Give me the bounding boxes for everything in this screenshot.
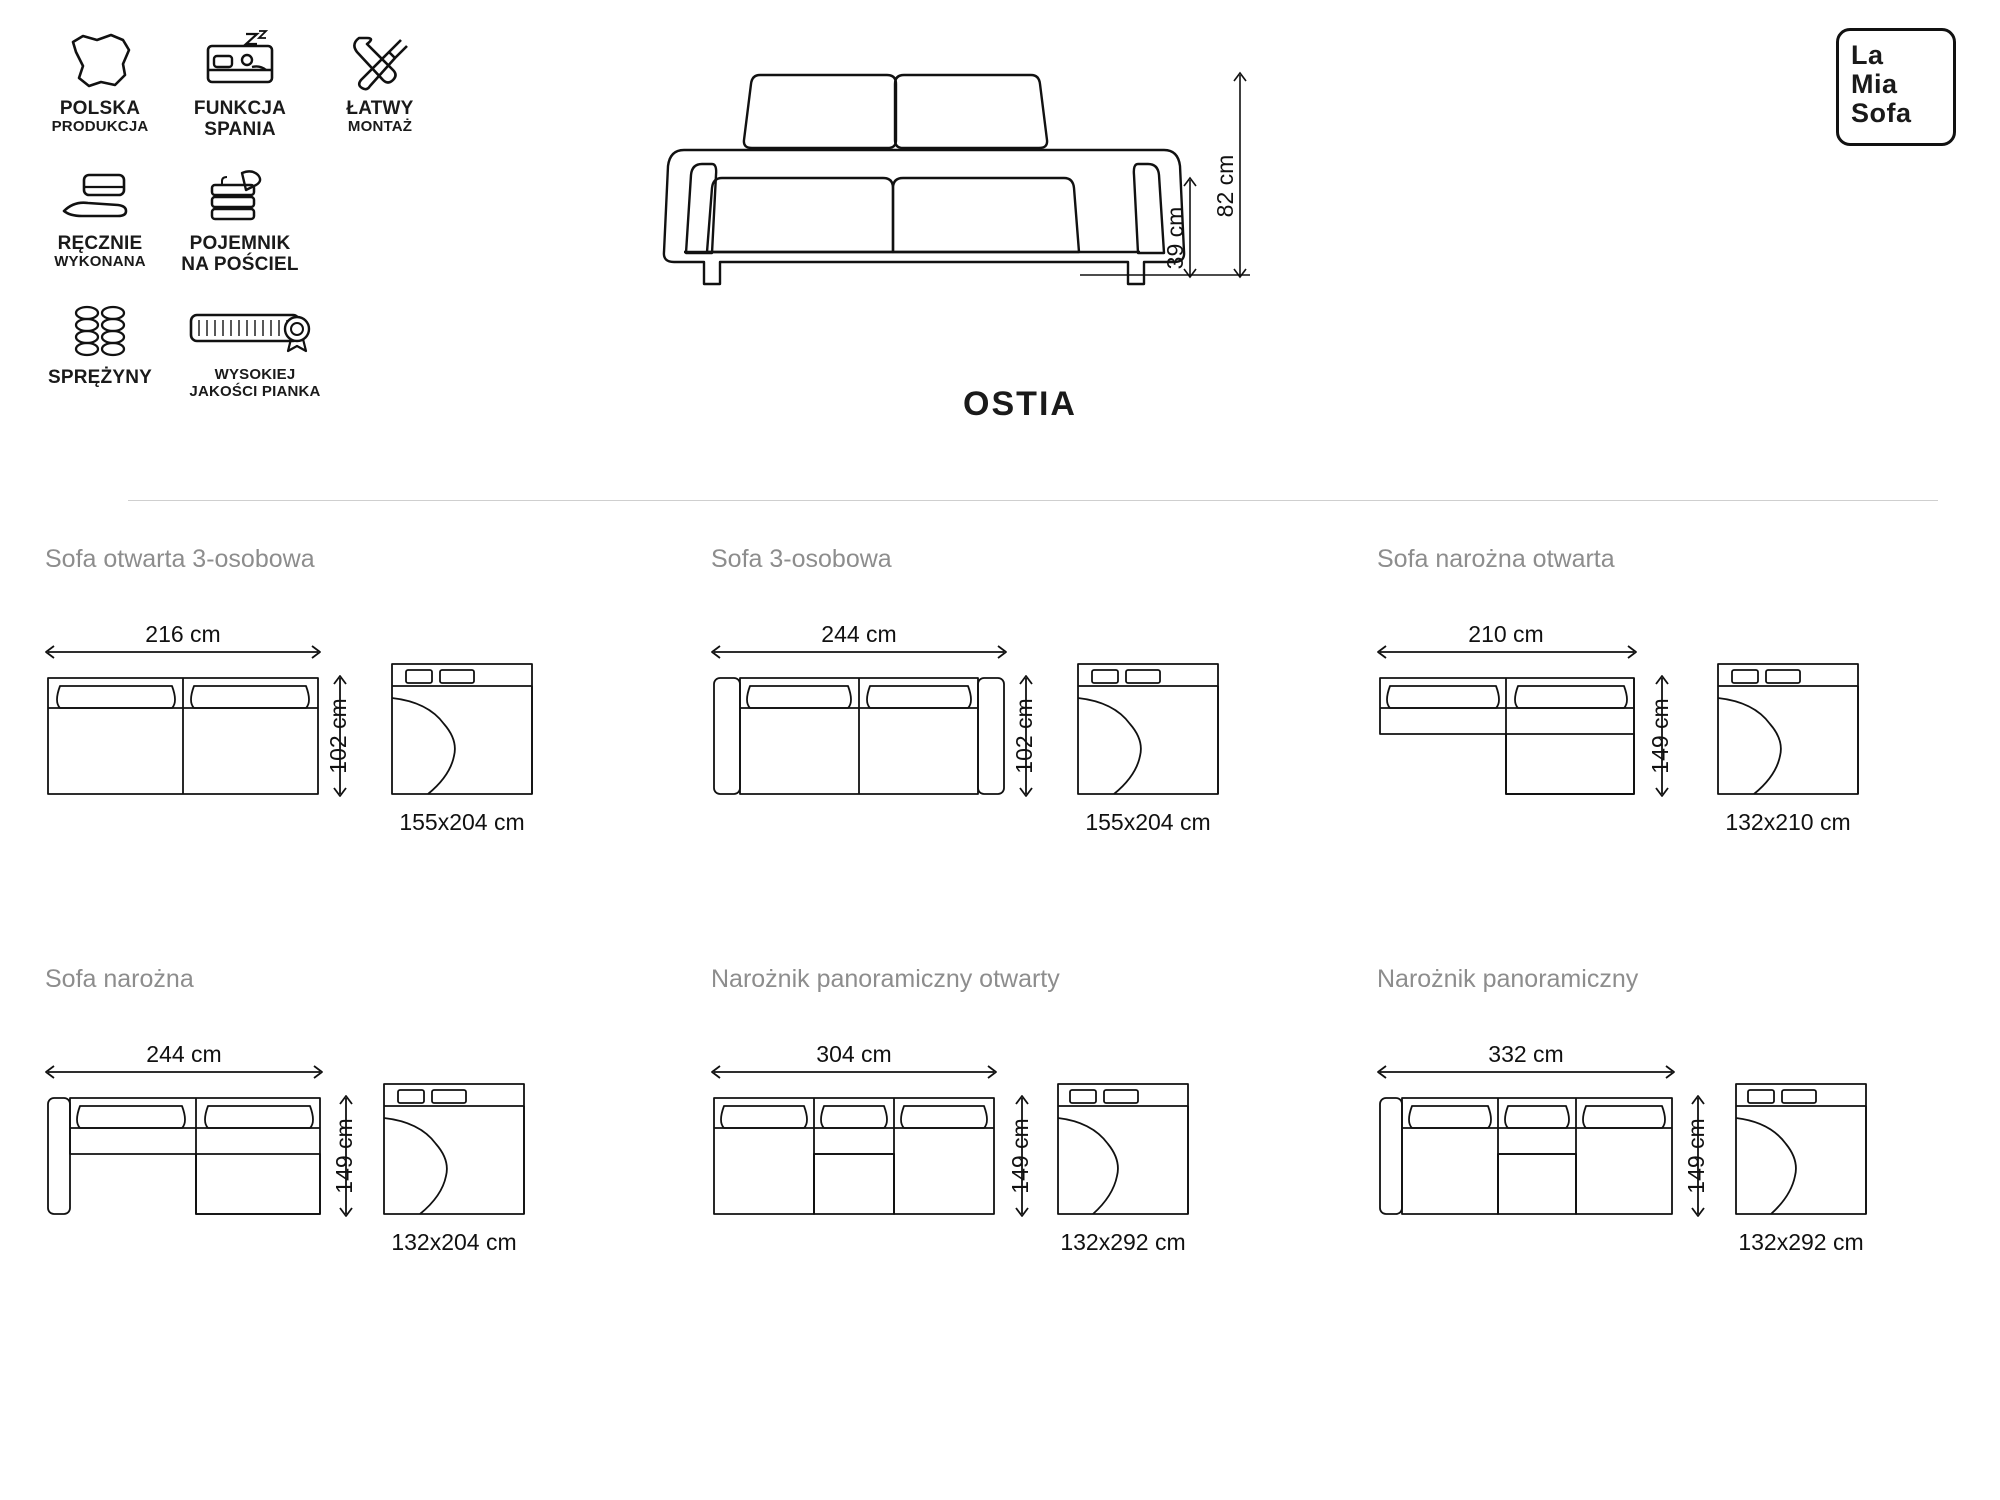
variant-bed-label: 132x292 cm: [1060, 1229, 1186, 1255]
variant-drawing: [1372, 1010, 1992, 1310]
tools-icon: [310, 26, 450, 96]
feature-caption: [170, 98, 310, 141]
variant-title: Sofa narożna: [45, 965, 194, 993]
variant-title: Sofa 3-osobowa: [711, 545, 892, 573]
feature-row-2: [30, 155, 450, 276]
feature-spacer: [310, 155, 450, 161]
variant-title: Narożnik panoramiczny otwarty: [711, 965, 1060, 993]
feature-label-line1: POJEMNIK: [189, 232, 291, 254]
variant-depth-label: 102 cm: [1011, 698, 1037, 774]
variant-card-naroznik-panoramiczny: [1332, 965, 1998, 1385]
variant-drawing: [706, 590, 1326, 890]
variant-title: Sofa otwarta 3-osobowa: [45, 545, 315, 573]
variant-bed-label: 132x210 cm: [1725, 809, 1851, 835]
variant-drawing: [1372, 590, 1992, 890]
feature-label-line1: RĘCZNIE: [57, 232, 143, 254]
logo: [1836, 28, 1956, 146]
bedding-container-icon: [170, 161, 310, 231]
variant-card-naroznik-panoramiczny-otwarty: [666, 965, 1332, 1385]
feature-wysokiej-jakosci-pianka: [170, 289, 340, 401]
variant-bed-label: 155x204 cm: [1085, 809, 1211, 835]
feature-caption: [30, 98, 170, 136]
variant-drawing: [706, 1010, 1326, 1310]
feature-sprezyny: [30, 289, 170, 388]
hand-craft-icon: [30, 161, 170, 231]
variant-grid: [0, 545, 2000, 1385]
variant-width-label: 216 cm: [145, 621, 221, 647]
variant-card-sofa-3-osobowa: [666, 545, 1332, 965]
springs-icon: [30, 295, 170, 365]
feature-caption: [30, 367, 170, 388]
variant-drawing: [40, 1010, 660, 1310]
feature-label-line1: WYSOKIEJ: [214, 366, 296, 384]
variant-depth-label: 102 cm: [325, 698, 351, 774]
feature-label-line2: WYKONANA: [54, 252, 146, 270]
variant-card-sofa-narozna: [0, 965, 666, 1385]
feature-label-line1: SPRĘŻYNY: [47, 367, 152, 389]
feature-row-3: [30, 289, 450, 401]
feature-label-line2: MONTAŻ: [347, 118, 413, 136]
variant-width-label: 210 cm: [1468, 621, 1544, 647]
section-divider: [128, 500, 1938, 501]
hero-sofa-illustration: [650, 40, 1390, 423]
variant-drawing: [40, 590, 660, 890]
variant-width-label: 244 cm: [146, 1041, 222, 1067]
feature-label-line2: NA POŚCIEL: [181, 253, 299, 275]
feature-label-line2: JAKOŚCI PIANKA: [189, 382, 321, 400]
variant-title: Narożnik panoramiczny: [1377, 965, 1639, 993]
feature-latwy-montaz: [310, 20, 450, 136]
feature-label-line2: SPANIA: [204, 119, 276, 141]
feature-caption: [310, 98, 450, 136]
variant-width-label: 244 cm: [821, 621, 897, 647]
feature-label-line1: FUNKCJA: [193, 98, 287, 119]
feature-label-line1: POLSKA: [59, 98, 141, 119]
feature-row-1: [30, 20, 450, 141]
feature-recznie-wykonana: [30, 155, 170, 271]
sleeping-function-icon: [170, 26, 310, 96]
feature-polska-produkcja: [30, 20, 170, 136]
page-title: OSTIA: [963, 385, 1077, 423]
feature-pojemnik-na-posciel: [170, 155, 310, 276]
variant-card-sofa-narozna-otwarta: [1332, 545, 1998, 965]
variant-depth-label: 149 cm: [1683, 1118, 1709, 1194]
feature-caption: [30, 233, 170, 271]
feature-label-line2: PRODUKCJA: [51, 118, 149, 136]
variant-depth-label: 149 cm: [331, 1118, 357, 1194]
hero-height-total-label: 82 cm: [1212, 154, 1238, 218]
feature-funkcja-spania: [170, 20, 310, 141]
variant-bed-label: 155x204 cm: [399, 809, 525, 835]
variant-depth-label: 149 cm: [1007, 1118, 1033, 1194]
variant-bed-label: 132x292 cm: [1738, 1229, 1864, 1255]
variant-width-label: 332 cm: [1488, 1041, 1564, 1067]
poland-map-icon: [30, 26, 170, 96]
variant-title: Sofa narożna otwarta: [1377, 545, 1615, 573]
variant-row-2: [0, 965, 2000, 1385]
variant-row-1: [0, 545, 2000, 965]
logo-line1: La: [1851, 40, 1884, 70]
logo-line3: Sofa: [1851, 98, 1912, 129]
variant-depth-label: 149 cm: [1647, 698, 1673, 774]
feature-caption: [170, 233, 310, 276]
variant-card-sofa-otwarta-3-osobowa: [0, 545, 666, 965]
feature-label-line1: ŁATWY: [346, 98, 414, 119]
high-quality-foam-icon: [170, 295, 340, 365]
variant-bed-label: 132x204 cm: [391, 1229, 517, 1255]
feature-icons-group: [30, 20, 450, 401]
hero-height-seat-label: 39 cm: [1162, 206, 1188, 270]
feature-caption: [170, 367, 340, 401]
logo-line2: Mia: [1851, 69, 1898, 100]
variant-width-label: 304 cm: [816, 1041, 892, 1067]
